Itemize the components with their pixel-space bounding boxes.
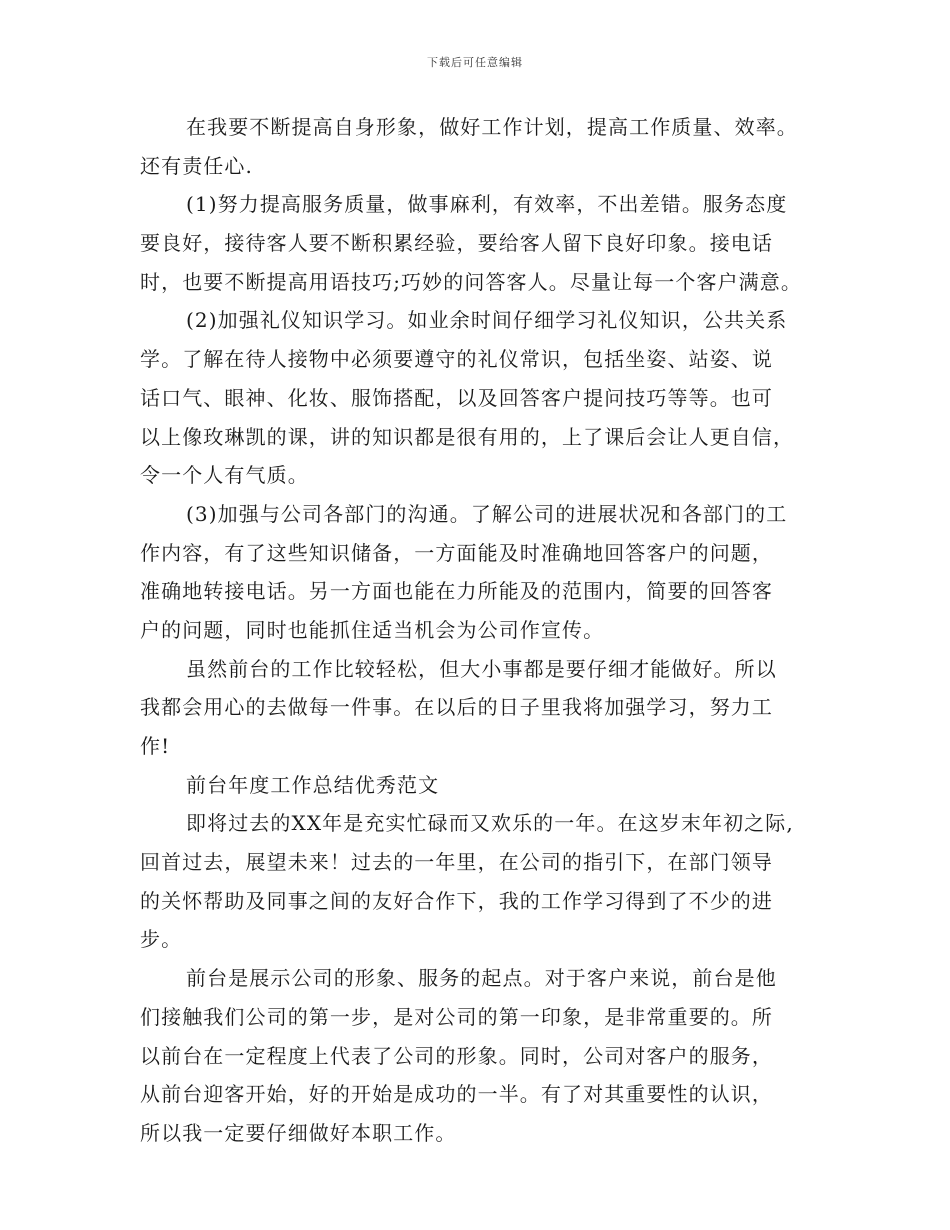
text-line: (2)加强礼仪知识学习。如业余时间仔细学习礼仪知识，公共关系 xyxy=(186,308,788,333)
text-line: 要良好，接待客人要不断积累经验，要给客人留下良好印象。接电话 xyxy=(140,231,773,256)
document-body xyxy=(140,108,820,1153)
text-line: 学。了解在待人接物中必须要遵守的礼仪常识，包括坐姿、站姿、说 xyxy=(140,347,773,372)
text-line: 话口气、眼神、化妆、服饰搭配，以及回答客户提问技巧等等。也可 xyxy=(140,385,773,410)
text-line: 前台是展示公司的形象、服务的起点。对于客户来说，前台是他 xyxy=(186,966,777,991)
text-line: 们接触我们公司的第一步，是对公司的第一印象，是非常重要的。所 xyxy=(140,1004,773,1029)
text-line: 在我要不断提高自身形象，做好工作计划，提高工作质量、效率。 xyxy=(186,115,798,139)
text-line: 的关怀帮助及同事之间的友好合作下，我的工作学习得到了不少的进 xyxy=(140,888,773,913)
text-line: 步。 xyxy=(140,927,183,952)
text-line: 户的问题，同时也能抓住适当机会为公司作宣传。 xyxy=(140,617,605,642)
section-heading: 前台年度工作总结优秀范文 xyxy=(186,772,440,797)
text-line: 以前台在一定程度上代表了公司的形象。同时，公司对客户的服务， xyxy=(140,1043,773,1068)
text-line: (3)加强与公司各部门的沟通。了解公司的进展状况和各部门的工 xyxy=(186,501,788,526)
text-line: 我都会用心的去做每一件事。在以后的日子里我将加强学习，努力工 xyxy=(140,695,773,720)
text-line: 作内容，有了这些知识储备，一方面能及时准确地回答客户的问题， xyxy=(140,540,773,565)
text-line: 以上像玫琳凯的课，讲的知识都是很有用的，上了课后会让人更自信， xyxy=(140,424,795,449)
text-line: 虽然前台的工作比较轻松，但大小事都是要仔细才能做好。所以 xyxy=(186,656,777,681)
text-line: 回首过去，展望未来！过去的一年里，在公司的指引下，在部门领导 xyxy=(140,850,773,875)
text-line: 所以我一定要仔细做好本职工作。 xyxy=(140,1120,457,1145)
page-header: 下载后可任意编辑 xyxy=(427,56,523,69)
text-line: 准确地转接电话。另一方面也能在力所能及的范围内，简要的回答客 xyxy=(140,579,773,604)
text-line: 作! xyxy=(140,734,171,758)
text-line: (1)努力提高服务质量，做事麻利，有效率，不出差错。服务态度 xyxy=(186,192,788,217)
text-line: 时，也要不断提高用语技巧;巧妙的问答客人。尽量让每一个客户满意。 xyxy=(140,269,802,294)
text-line: 还有责任心. xyxy=(140,153,253,178)
text-line: 令一个人有气质。 xyxy=(140,463,309,488)
text-line: 即将过去的XX年是充实忙碌而又欢乐的一年。在这岁末年初之际, xyxy=(186,811,794,836)
text-line: 从前台迎客开始，好的开始是成功的一半。有了对其重要性的认识， xyxy=(140,1082,773,1107)
